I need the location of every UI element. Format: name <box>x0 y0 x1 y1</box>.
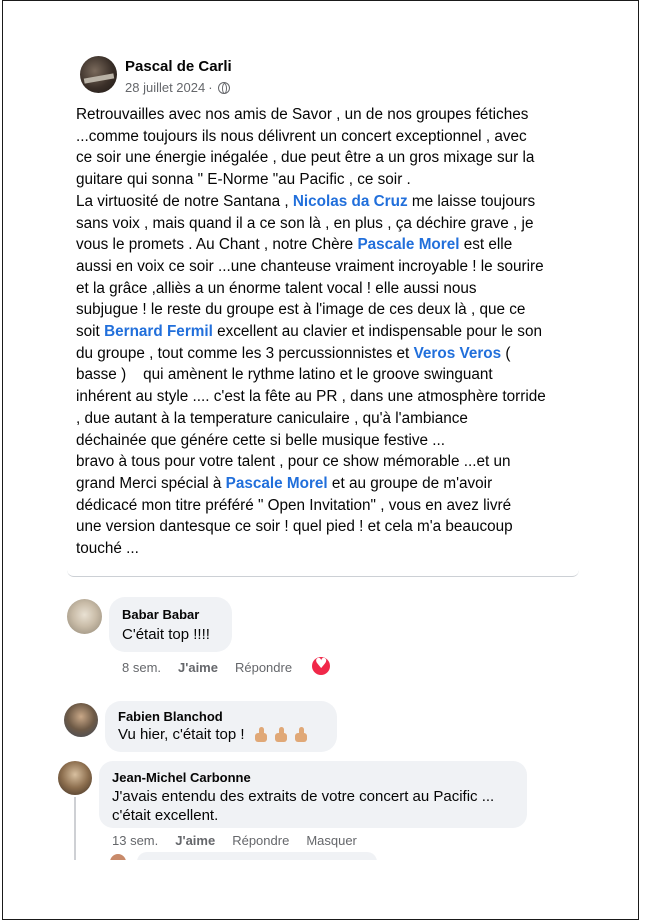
thread-line <box>74 797 76 865</box>
comment-author[interactable]: Fabien Blanchod <box>118 709 223 724</box>
post-text-segment: excellent au clavier et indispensable pour le son du groupe , tout comme les 3 percussionnistes et <box>76 323 542 362</box>
post-date[interactable]: 28 juillet 2024 <box>125 80 206 95</box>
comment-time[interactable]: 13 sem. <box>112 833 159 848</box>
thumbs-up-icon <box>293 727 309 743</box>
reply-button[interactable]: Répondre <box>234 660 293 675</box>
cropped-area <box>0 860 639 922</box>
comment-bubble <box>109 597 232 652</box>
comment-bubble <box>99 761 527 828</box>
mention-link[interactable]: Pascale Morel <box>225 474 328 492</box>
comment-text: Vu hier, c'était top ! <box>118 726 245 743</box>
globe-icon[interactable] <box>218 82 230 94</box>
mention-link[interactable]: Bernard Fermil <box>104 323 213 341</box>
comment-time[interactable]: 8 sem. <box>122 660 162 675</box>
comment-text: C'était top !!!! <box>122 626 210 643</box>
mention-link[interactable]: Pascale Morel <box>357 236 460 254</box>
like-button[interactable]: J'aime <box>178 660 218 675</box>
comment-text: J'avais entendu des extraits de votre concert au Pacific ... c'était excellent. <box>112 788 495 824</box>
thumbs-up-icon <box>253 727 269 743</box>
thumbs-up-emojis <box>253 727 309 743</box>
comment-author[interactable]: Babar Babar <box>122 607 200 622</box>
post-separator <box>67 570 579 577</box>
avatar-guitar-shape <box>84 73 114 83</box>
like-button[interactable]: J'aime <box>175 833 216 848</box>
post-author[interactable]: Pascal de Carli <box>125 58 232 75</box>
post-text-segment: Retrouvailles avec nos amis de Savor , un de nos groupes fétiches ...comme toujours ils nous délivrent un concert exceptionnel , avec ce soir une énergie inégalée , due peut être a un gros mixage sur la guitare qui sonna " E-Norme "au Pacific , ce soir . La virtuosité de notre Santana , <box>76 106 535 210</box>
post-text-segment: est elle aussi en voix ce soir ...une chanteuse vraiment incroyable ! le sourire et la grâce ,alliès a un énorme talent vocal ! elle aussi nous subjugue ! le reste du groupe est à l'image de ces deux là , que ce soit <box>76 236 544 341</box>
comment-actions <box>122 660 292 675</box>
comment-bubble <box>105 701 337 752</box>
author-avatar[interactable] <box>80 56 117 93</box>
commenter-avatar[interactable] <box>67 599 102 634</box>
thumbs-up-icon <box>273 727 289 743</box>
frame-right-border-lower <box>638 0 639 920</box>
mention-link[interactable]: Nicolas da Cruz <box>292 192 408 210</box>
post-text-segment: et au groupe de m'avoir dédicacé mon titre préféré " Open Invitation" , vous en avez livré une version dantesque ce soir ! quel pied ! et cela m'a beaucoup touché ... <box>76 474 513 558</box>
post-body <box>76 104 576 560</box>
commenter-avatar[interactable] <box>58 761 92 795</box>
comment-body <box>118 725 309 744</box>
meta-separator: · <box>208 80 213 95</box>
comment-actions <box>112 833 357 848</box>
hide-button[interactable]: Masquer <box>306 833 357 848</box>
comment-author[interactable]: Jean-Michel Carbonne <box>112 770 251 785</box>
frame-left-border-lower <box>2 860 3 920</box>
love-reaction-icon[interactable] <box>312 657 330 675</box>
frame-bottom-border <box>2 919 639 920</box>
commenter-avatar[interactable] <box>64 703 98 737</box>
post-text-segment: me laisse toujours sans voix , mais quand il a ce son là , en plus , ça déchire grave , je vous le promets . Au Chant , notre Chère <box>76 192 536 254</box>
post-meta <box>125 80 230 95</box>
mention-link[interactable]: Veros Veros <box>413 344 502 362</box>
post-text-segment: ( basse ) qui amènent le rythme latino et le groove swinguant inhérent au style .... c'est la fête au PR , dans une atmosphère torride , due autant à la temperature caniculaire , qu'à l'ambiance déchainée que génére cette si belle musique festive ... bravo à tous pour votre talent , pour ce show mémorable ...et un grand Merci spécial à <box>76 344 546 492</box>
reply-button[interactable]: Répondre <box>232 833 290 848</box>
